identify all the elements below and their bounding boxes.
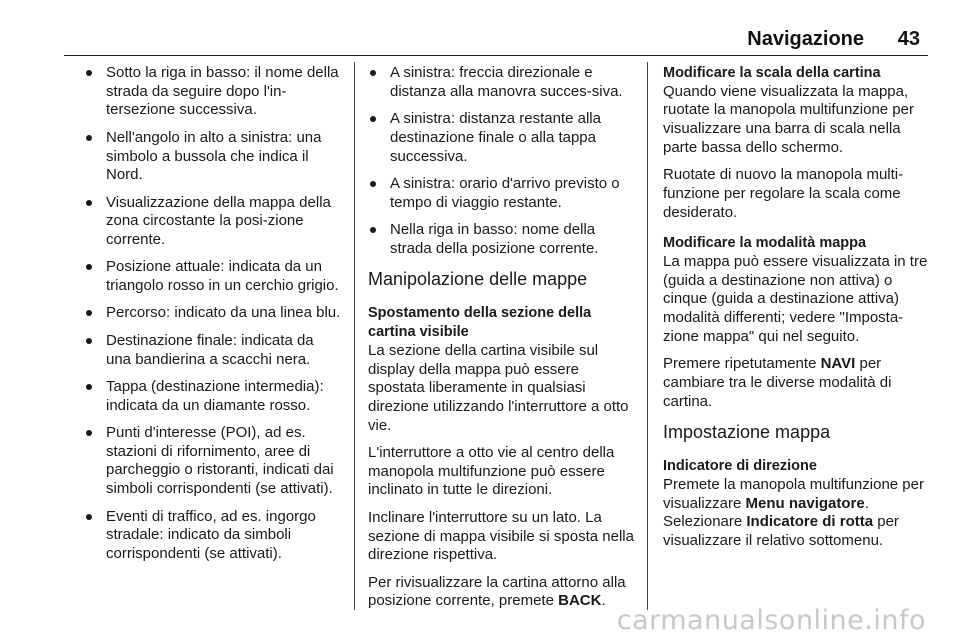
list-item: Percorso: indicato da una linea blu.	[84, 304, 342, 323]
bullet-list	[84, 64, 342, 564]
paragraph-text: .	[601, 592, 606, 610]
column-divider-2	[647, 62, 648, 610]
list-item: Nella riga in basso: nome della strada della posizione corrente.	[368, 221, 636, 258]
list-item: Posizione attuale: indicata da un triangolo rosso in un cerchio grigio.	[84, 258, 342, 295]
paragraph-text: Premete la manopola multifunzione per visualizzare	[663, 476, 924, 512]
subheading: Modificare la scala della cartina	[663, 65, 881, 81]
header-divider	[64, 55, 928, 56]
menu-label-indicatore: Indicatore di rotta	[746, 513, 874, 531]
column-divider-1	[354, 62, 355, 610]
paragraph: Quando viene visualizzata la mappa, ruotate la manopola multifunzione per visualizzare una barra di scala nella parte bassa dello schermo.	[663, 82, 914, 156]
list-item: Destinazione finale: indicata da una bandierina a scacchi nera.	[84, 332, 342, 369]
list-item: Eventi di traffico, ad es. ingorgo stradale: indicato da simboli corrispondenti (se attivati).	[84, 508, 342, 564]
paragraph: L'interruttore a otto vie al centro della manopola multifunzione può essere inclinato in tutte le direzioni.	[368, 444, 615, 499]
column-3	[663, 64, 935, 560]
bullet-list	[368, 64, 636, 258]
paragraph-text: Per rivisualizzare la cartina attorno alla posizione corrente, premete	[368, 573, 626, 610]
list-item: A sinistra: orario d'arrivo previsto o tempo di viaggio restante.	[368, 175, 636, 212]
paragraph	[663, 355, 935, 411]
paragraph-text: per cambiare tra le diverse modalità di cartina.	[663, 355, 892, 410]
section-heading: Impostazione mappa	[663, 422, 831, 443]
subheading: Spostamento della sezione della cartina visibile	[368, 305, 592, 341]
page-title: Navigazione	[747, 28, 864, 50]
paragraph: Inclinare l'interruttore su un lato. La sezione di mappa visibile si sposta nella direzione rispettiva.	[368, 508, 634, 564]
list-item: A sinistra: freccia direzionale e distanza alla manovra succes-siva.	[368, 64, 636, 101]
watermark: carmanualsonline.info	[616, 605, 926, 636]
paragraph-text: Premere ripetutamente	[663, 355, 821, 373]
paragraph-text: per visualizzare il relativo sottomenu.	[663, 513, 899, 550]
paragraph-text: . Selezionare	[663, 494, 869, 531]
subheading: Indicatore di direzione	[663, 458, 817, 475]
paragraph: La sezione della cartina visibile sul display della mappa può essere spostata liberamente in qualsiasi direzione utilizzando l'interruttore a otto vie.	[368, 341, 629, 434]
section-heading: Manipolazione delle mappe	[368, 269, 588, 290]
page-number: 43	[897, 28, 920, 50]
list-item: Visualizzazione della mappa della zona circostante la posi-zione corrente.	[84, 194, 342, 250]
list-item: Nell'angolo in alto a sinistra: una simbolo a bussola che indica il Nord.	[84, 129, 342, 185]
page-header	[0, 0, 960, 56]
subheading: Modificare la modalità mappa	[663, 235, 867, 252]
list-item: Punti d'interesse (POI), ad es. stazioni di rifornimento, aree di parcheggio o ristoranti, indicati dai simboli corrispondenti (se attivati).	[84, 424, 342, 499]
key-label-navi: NAVI	[820, 355, 856, 373]
list-item: A sinistra: distanza restante alla destinazione finale o alla tappa successiva.	[368, 110, 636, 166]
menu-label-navigatore: Menu navigatore	[745, 494, 865, 512]
column-1	[84, 64, 342, 572]
paragraph: Ruotate di nuovo la manopola multi-funzione per regolare la scala come desiderato.	[663, 166, 904, 221]
paragraph: La mappa può essere visualizzata in tre (guida a destinazione non attiva) o cinque (guida a destinazione attiva) modalità differenti; vedere "Imposta-zione mappa" qui nel seguito.	[663, 253, 928, 345]
column-2	[368, 64, 636, 620]
list-item: Sotto la riga in basso: il nome della strada da seguire dopo l'in-tersezione successiva.	[84, 64, 342, 120]
paragraph	[663, 476, 935, 551]
key-label-back: BACK	[558, 592, 602, 610]
paragraph	[368, 574, 636, 611]
list-item: Tappa (destinazione intermedia): indicata da un diamante rosso.	[84, 378, 342, 415]
